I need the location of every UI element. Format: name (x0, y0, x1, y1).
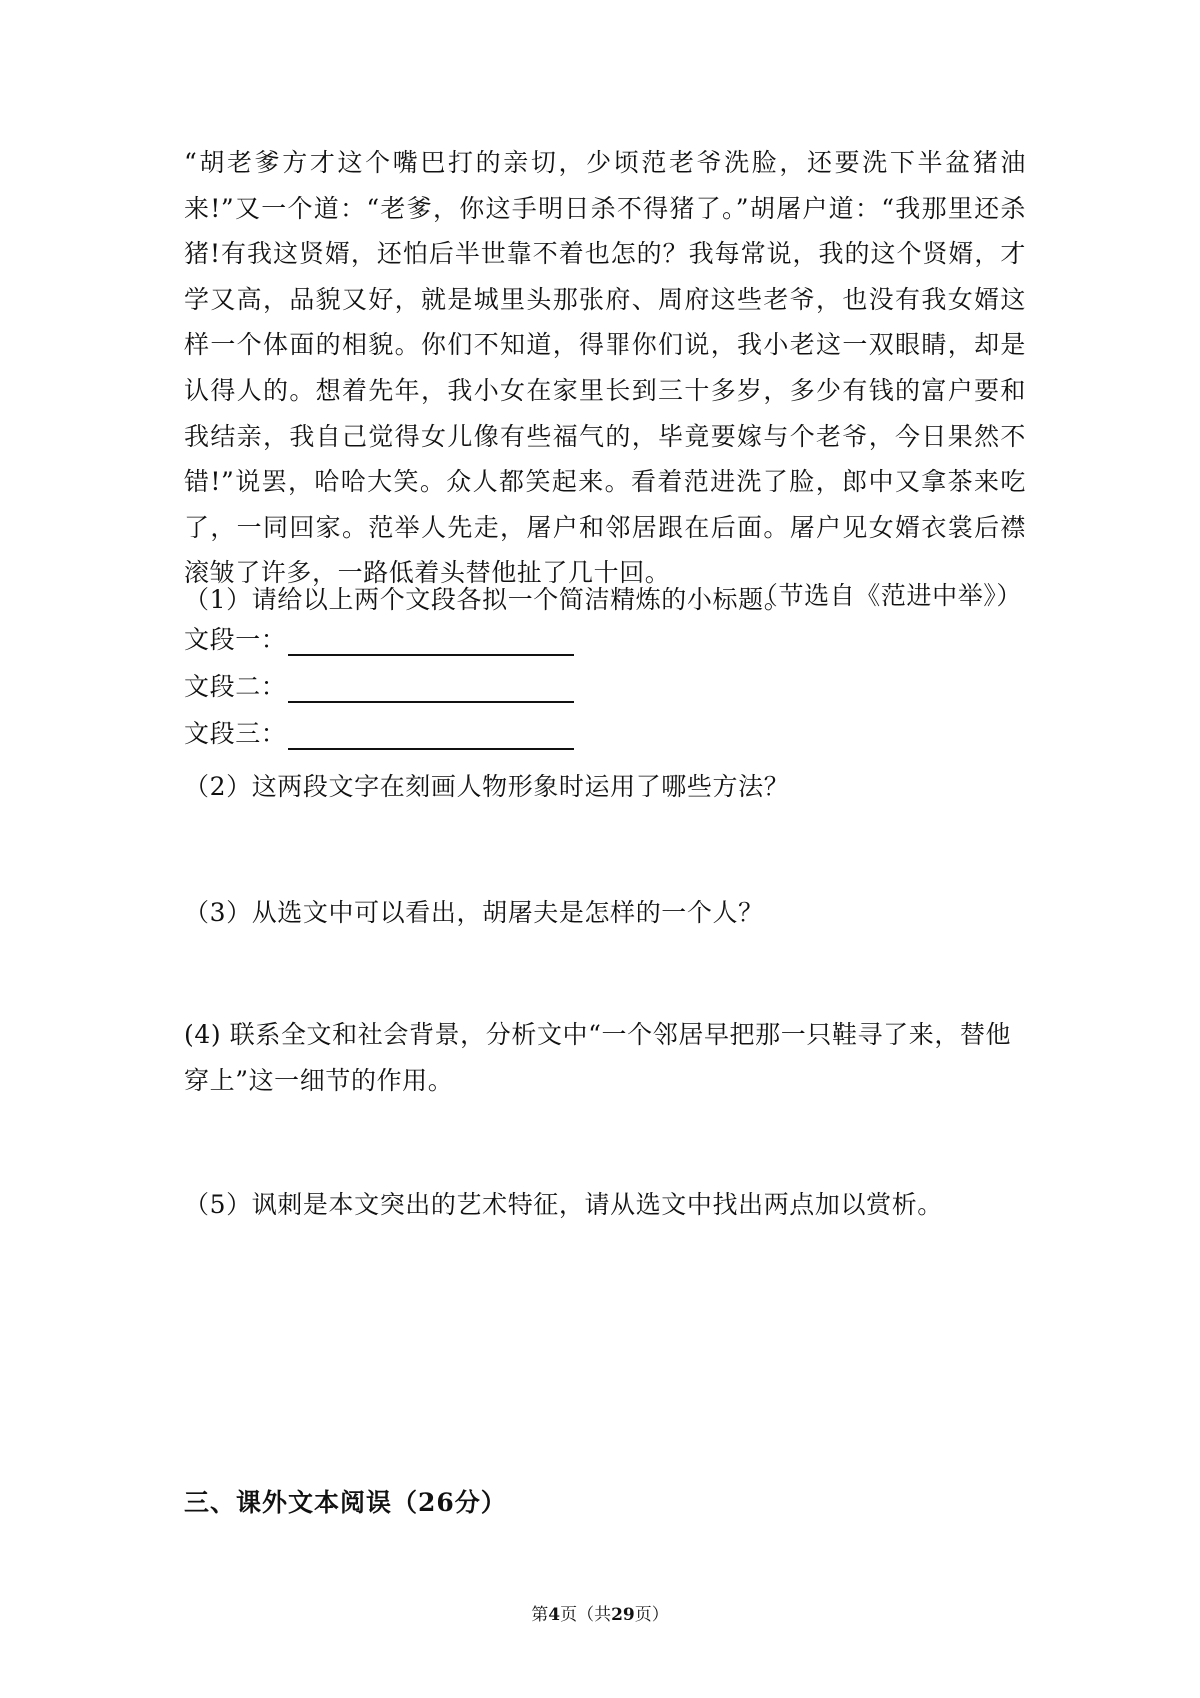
footer-total-pages: 29 (611, 1605, 635, 1625)
answer-blank-2[interactable] (288, 671, 574, 703)
passage-text: “胡老爹方才这个嘴巴打的亲切，少顷范老爷洗脸，还要洗下半盆猪油来!”又一个道：“老爹，你这手明日杀不得猪了。”胡屠户道：“我那里还杀猪!有我这贤婿，还怕后半世靠不着也怎的？我每常说，我的这个贤婿，才学又高，品貌又好，就是城里头那张府、周府这些老爷，也没有我女婿这样一个体面的相貌。你们不知道，得罪你们说，我小老这一双眼睛，却是认得人的。想着先年，我小女在家里长到三十多岁，多少有钱的富户要和我结亲，我自己觉得女儿像有些福气的，毕竟要嫁与个老爷，今日果然不错!”说罢，哈哈大笑。众人都笑起来。看着范进洗了脸，郎中又拿茶来吃了，一同回家。范举人先走，屠户和邻居跟在后面。屠户见女婿衣裳后襟滚皱了许多，一路低着头替他扯了几十回。 (184, 148, 1026, 588)
footer-middle: 页（共 (560, 1605, 612, 1625)
question-2: （2）这两段文字在刻画人物形象时运用了哪些方法？ (184, 772, 790, 801)
question-5: （5）讽刺是本文突出的艺术特征，请从选文中找出两点加以赏析。 (184, 1190, 943, 1219)
answer-row-3 (184, 711, 574, 756)
section-title: 三、课外文本阅误（26分） (184, 1488, 507, 1517)
page-footer (0, 1600, 1200, 1630)
question-4: (4) 联系全文和社会背景，分析文中“一个邻居早把那一只鞋寻了来，替他穿上”这一细节的作用。 (184, 1020, 1012, 1095)
question-1: （1）请给以上两个文段各拟一个简洁精炼的小标题。 (184, 585, 790, 614)
answer-blank-1[interactable] (288, 624, 574, 656)
answer-row-1 (184, 617, 574, 662)
answer-blank-3[interactable] (288, 718, 574, 750)
answer-label-3: 文段三： (184, 719, 287, 748)
answer-label-1: 文段一： (184, 625, 287, 654)
passage-source: （节选自《范进中举》） (752, 581, 1022, 610)
footer-suffix: 页） (634, 1605, 669, 1625)
question-3: （3）从选文中可以看出，胡屠夫是怎样的一个人？ (184, 898, 764, 927)
footer-page-number: 4 (548, 1605, 561, 1625)
footer-prefix: 第 (531, 1605, 549, 1625)
answer-row-2 (184, 664, 574, 709)
answer-label-2: 文段二： (184, 672, 287, 701)
